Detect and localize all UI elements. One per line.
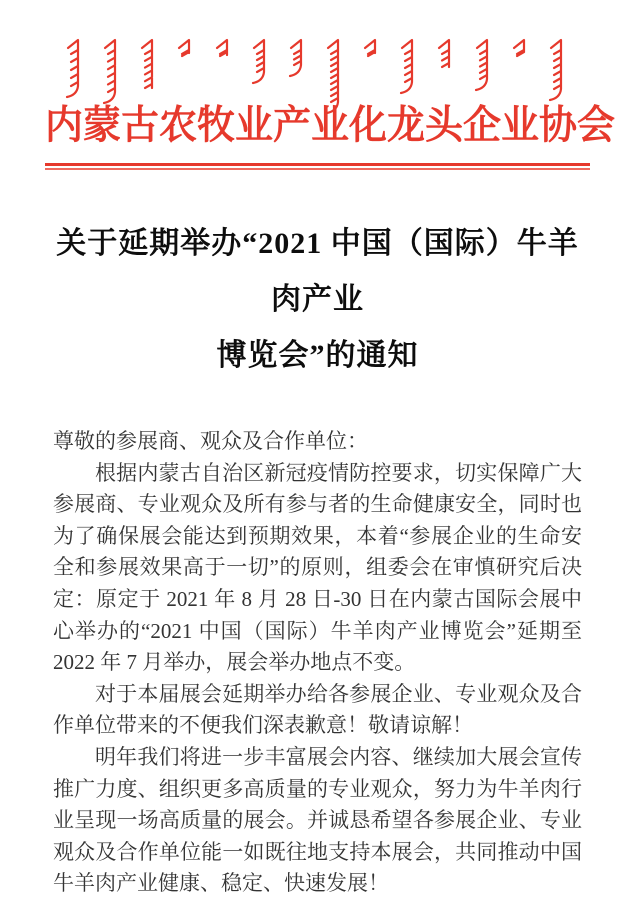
notice-title [45,216,590,384]
mongolian-word-glyph [511,38,533,66]
mongolian-word-glyph [548,38,570,103]
mongolian-word-glyph [139,38,161,102]
mongolian-word-glyph [362,38,384,67]
mongolian-word-glyph [436,38,458,81]
mongolian-word-glyph [251,38,273,86]
mongolian-script-banner [65,38,570,100]
mongolian-word-glyph [474,38,496,93]
header-divider [45,163,590,170]
paragraph-1: 根据内蒙古自治区新冠疫情防控要求，切实保障广大参展商、专业观众及所有参与者的生命健康安全，同时也为了确保展会能达到预期效果，本着“参展企业的生命安全和参展效果高于一切”的原则，组委会在审慎研究后决定：原定于 2021 年 8 月 28 日-30 日在内蒙古国际会展中心举办的“2021 中国（国际）牛羊肉产业博览会”延期至 2022 年 7 月举办，展会举办地点不变。 [53,460,582,675]
notice-title-line1: 关于延期举办“2021 中国（国际）牛羊肉产业 [56,227,579,316]
notice-title-line2: 博览会”的通知 [216,339,419,372]
mongolian-word-glyph [176,38,198,67]
mongolian-word-glyph [399,38,421,96]
notice-body [45,426,590,900]
mongolian-word-glyph [214,38,236,69]
mongolian-word-glyph [65,38,87,100]
letterhead [45,38,616,170]
salutation: 尊敬的参展商、观众及合作单位： [53,429,368,453]
paragraph-3: 明年我们将进一步丰富展会内容、继续加大展会宣传推广力度、组织更多高质量的专业观众，努力为牛羊肉行业呈现一场高质量的展会。并诚恳希望各参展企业、专业观众及合作单位能一如既往地支持本展会，共同推动中国牛羊肉产业健康、稳定、快速发展！ [53,744,582,896]
mongolian-word-glyph [288,38,310,79]
mongolian-word-glyph [102,38,124,106]
paragraph-2: 对于本届展会延期举办给各参展企业、专业观众及合作单位带来的不便我们深表歉意！敬请谅解！ [53,681,582,738]
organization-name: 内蒙古农牧业产业化龙头企业协会 [45,104,616,148]
divider-line-thin [45,168,590,170]
